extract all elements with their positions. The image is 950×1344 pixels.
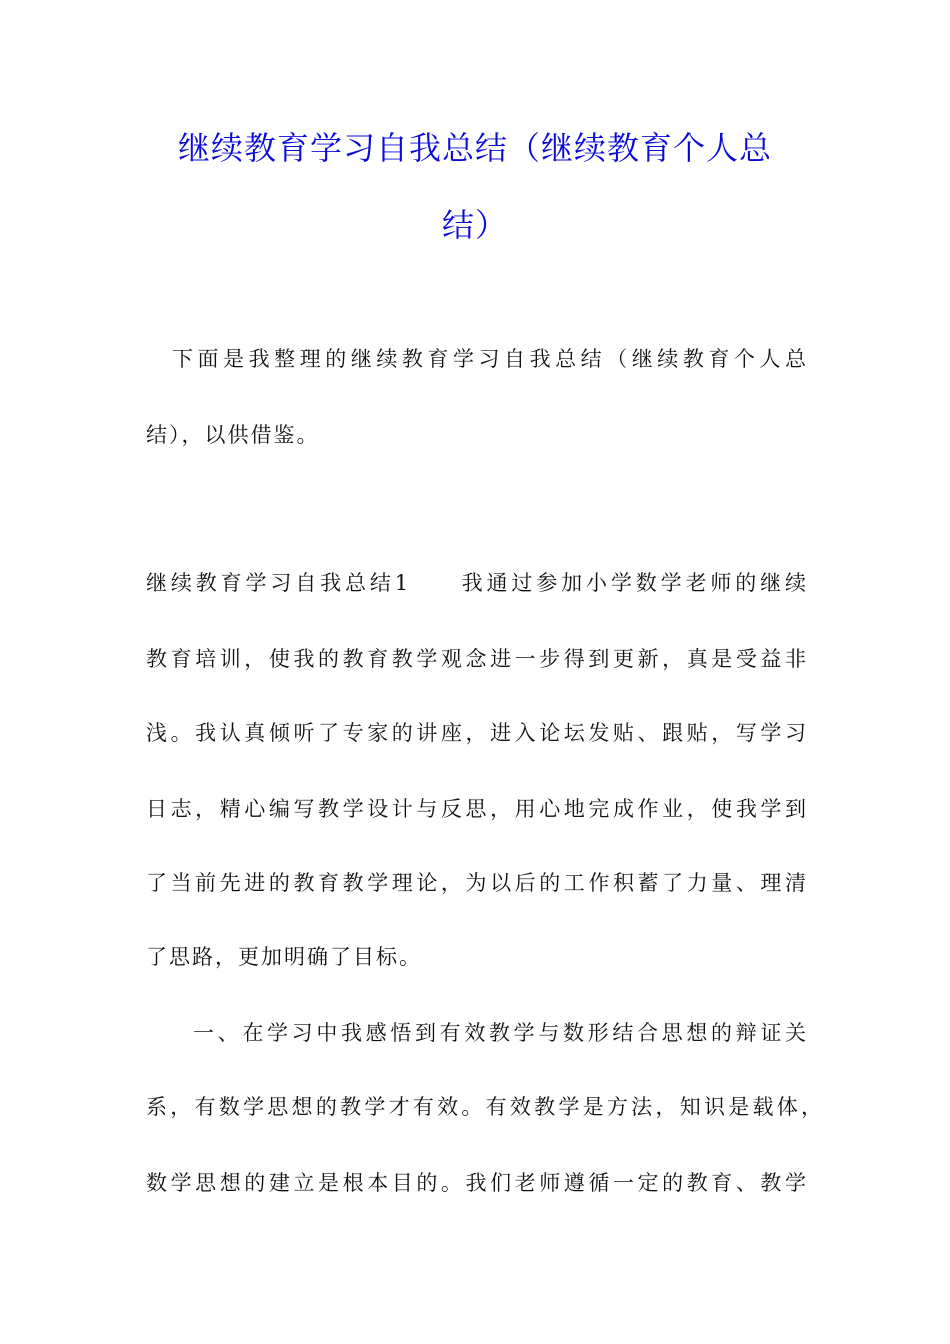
section1-line-4: 日志，精心编写教学设计与反思，用心地完成作业，使我学到 — [146, 797, 806, 821]
document-title-line-1: 继续教育学习自我总结（继续教育个人总 — [177, 129, 772, 167]
section1-line-1: 继续教育学习自我总结1 我通过参加小学数学老师的继续 — [146, 571, 806, 595]
point1-line-3: 数学思想的建立是根本目的。我们老师遵循一定的教育、教学 — [146, 1171, 806, 1195]
point1-line-1: 一、在学习中我感悟到有效教学与数形结合思想的辩证关 — [193, 1021, 806, 1045]
section1-line-5: 了当前先进的教育教学理论，为以后的工作积蓄了力量、理清 — [146, 871, 806, 895]
section1-line-3: 浅。我认真倾听了专家的讲座，进入论坛发贴、跟贴，写学习 — [146, 721, 806, 745]
intro-line-1: 下面是我整理的继续教育学习自我总结（继续教育个人总 — [172, 347, 806, 371]
document-title-line-2: 结） — [441, 206, 508, 244]
intro-line-2: 结），以供借鉴。 — [146, 423, 320, 447]
section1-line-6: 了思路，更加明确了目标。 — [146, 945, 422, 969]
section1-line-2: 教育培训，使我的教育教学观念进一步得到更新，真是受益非 — [146, 647, 806, 671]
point1-line-2: 系，有数学思想的教学才有效。有效教学是方法，知识是载体， — [146, 1095, 822, 1119]
